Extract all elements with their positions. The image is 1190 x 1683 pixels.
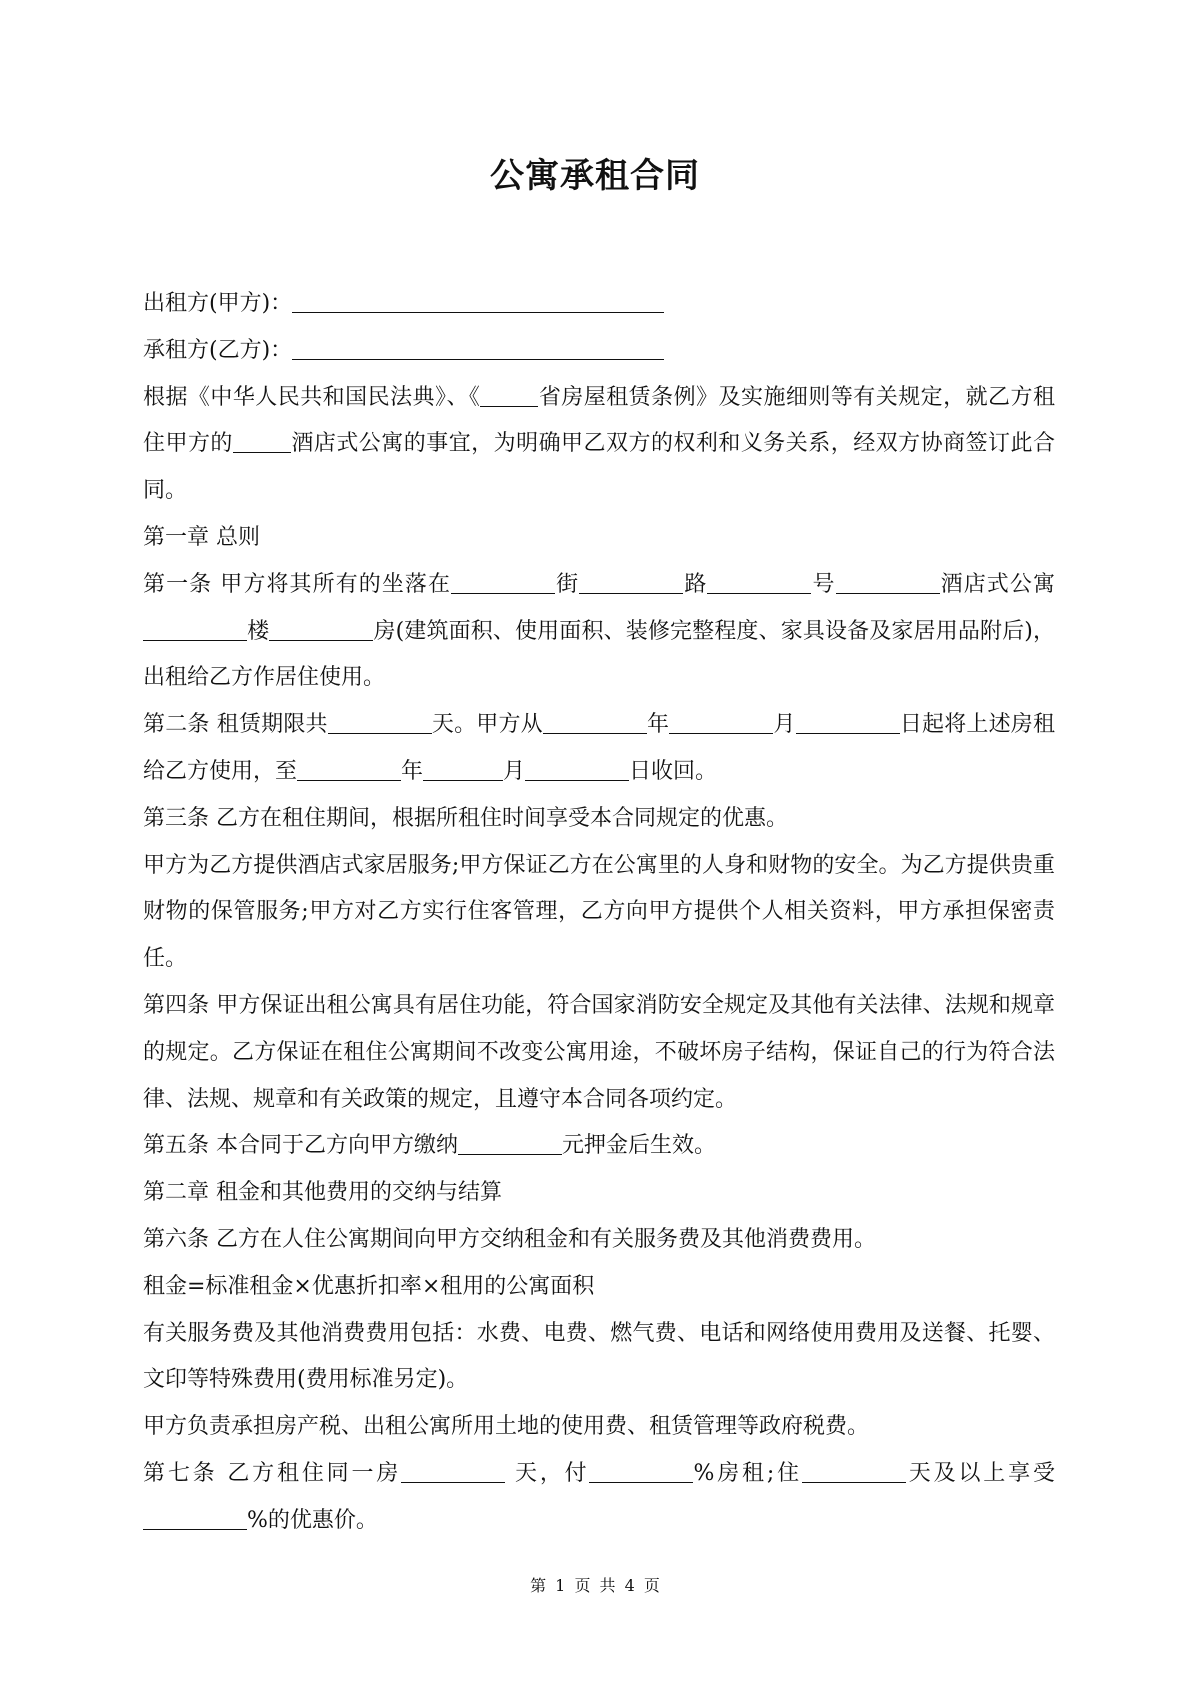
taxes-paragraph: 甲方负责承担房产税、出租公寓所用土地的使用费、租赁管理等政府税费。: [143, 1414, 870, 1440]
article-2: [143, 702, 1055, 796]
art5-text-b: 元押金后生效。: [562, 1133, 717, 1159]
number-blank[interactable]: [707, 571, 811, 594]
start-month-blank[interactable]: [669, 711, 773, 734]
rent-percent-blank[interactable]: [589, 1460, 693, 1483]
building-blank[interactable]: [143, 618, 247, 641]
lessor-line: [143, 281, 1055, 328]
art2-text-d: 月: [773, 712, 796, 738]
article-5: [143, 1123, 1055, 1170]
page-number-footer: 第 1 页 共 4 页: [530, 1576, 660, 1595]
art2-text-c: 年: [646, 712, 670, 738]
discount-percent-blank[interactable]: [143, 1507, 247, 1530]
art7-text-c: %房租;住: [693, 1460, 802, 1486]
street-blank[interactable]: [451, 571, 555, 594]
art5-text-a: 第五条 本合同于乙方向甲方缴纳: [143, 1133, 458, 1159]
intro-text-c: 酒店式公寓的事宜，为明确甲乙双方的权利和义务关系，经双方协商签订此合同。: [143, 431, 1055, 504]
rent-formula: 租金=标准租金×优惠折扣率×租用的公寓面积: [143, 1273, 595, 1299]
same-room-days-blank[interactable]: [401, 1460, 505, 1483]
art7-text-d: 天及以上享受: [905, 1460, 1055, 1486]
document-title: 公寓承租合同: [490, 156, 700, 196]
art2-text-b: 天。甲方从: [431, 712, 543, 738]
art1-text-d: 号: [811, 571, 836, 597]
intro-paragraph: [143, 375, 1055, 515]
road-blank[interactable]: [579, 571, 683, 594]
intro-text-a: 根据《中华人民共和国民法典》、《: [143, 384, 481, 410]
art1-text-b: 街: [555, 571, 580, 597]
end-month-blank[interactable]: [423, 758, 503, 781]
chapter-2-heading: 第二章 租金和其他费用的交纳与结算: [143, 1180, 502, 1206]
fees-paragraph: 有关服务费及其他消费费用包括：水费、电费、燃气费、电话和网络使用费用及送餐、托婴、文印等特殊费用(费用标准另定)。: [143, 1320, 1055, 1393]
province-blank[interactable]: [480, 384, 538, 407]
deposit-blank[interactable]: [458, 1132, 562, 1155]
article-4: 第四条 甲方保证出租公寓具有居住功能，符合国家消防安全规定及其他有关法律、法规和规章的规定。乙方保证在租住公寓期间不改变公寓用途，不破坏房子结构，保证自己的行为符合法律、法规、规章和有关政策的规定，且遵守本合同各项约定。: [143, 992, 1055, 1112]
lessee-label: 承租方(乙方)：: [143, 337, 293, 363]
stay-days-blank[interactable]: [802, 1460, 906, 1483]
art1-text-f: 楼: [247, 618, 270, 644]
art2-text-e: 日起将上述房租给乙方使用，至: [143, 712, 1055, 784]
article-6: 第六条 乙方在人住公寓期间向甲方交纳租金和有关服务费及其他消费费用。: [143, 1226, 876, 1252]
lessor-label: 出租方(甲方)：: [143, 291, 293, 316]
room-blank[interactable]: [269, 618, 373, 641]
hotel-blank[interactable]: [836, 571, 940, 594]
article-3: 第三条 乙方在租住期间，根据所租住时间享受本合同规定的优惠。: [143, 805, 788, 831]
lessee-line: [143, 328, 1055, 375]
art7-text-a: 第七条 乙方租住同一房: [143, 1460, 402, 1486]
article-1: [143, 562, 1055, 702]
chapter-1-heading: 第一章 总则: [143, 524, 260, 550]
art7-text-b: 天，付: [505, 1460, 590, 1486]
art7-text-e: %的优惠价。: [247, 1507, 378, 1533]
art2-text-h: 日收回。: [629, 758, 718, 784]
lessor-blank[interactable]: [292, 290, 664, 313]
services-paragraph: 甲方为乙方提供酒店式家居服务;甲方保证乙方在公寓里的人身和财物的安全。为乙方提供贵重财物的保管服务;甲方对乙方实行住客管理，乙方向甲方提供个人相关资料，甲方承担保密责任。: [143, 852, 1055, 972]
document-body: [143, 281, 1055, 1545]
article-7: [143, 1451, 1055, 1545]
art1-text-a: 第一条 甲方将其所有的坐落在: [143, 571, 452, 597]
art2-text-a: 第二条 租赁期限共: [143, 712, 328, 738]
art1-text-g: 房(建筑面积、使用面积、装修完整程度、家具设备及家居用品附后)，出租给乙方作居住使用。: [143, 618, 1055, 691]
lessee-blank[interactable]: [292, 337, 664, 360]
start-year-blank[interactable]: [543, 711, 647, 734]
end-year-blank[interactable]: [297, 758, 401, 781]
art2-text-f: 年: [401, 758, 424, 784]
apartment-name-blank[interactable]: [233, 430, 291, 453]
art1-text-c: 路: [683, 571, 708, 597]
term-days-blank[interactable]: [328, 711, 432, 734]
end-day-blank[interactable]: [525, 758, 629, 781]
art2-text-g: 月: [503, 758, 526, 784]
art1-text-e: 酒店式公寓: [939, 571, 1055, 597]
start-day-blank[interactable]: [796, 711, 900, 734]
intro-text-b: 省房屋租赁条例》及实施细则等有关规定，就乙方租住甲方的: [143, 384, 1055, 457]
